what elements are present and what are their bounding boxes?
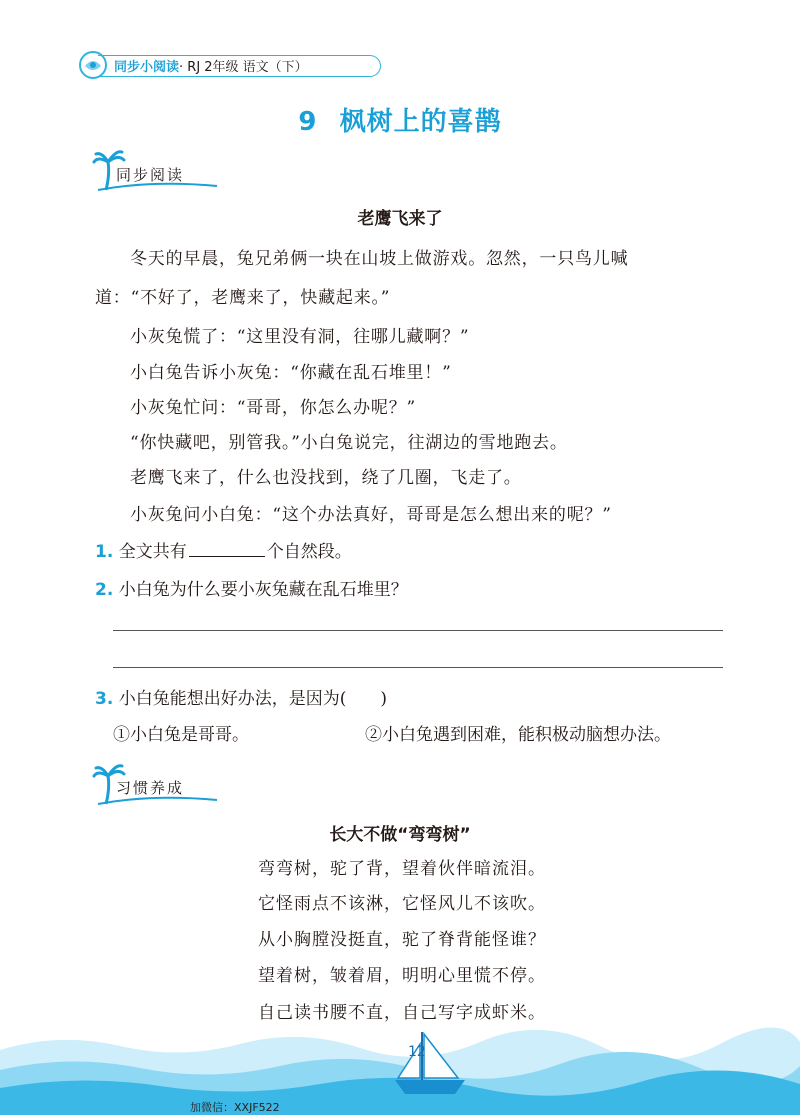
question-1 [95, 537, 352, 562]
poem-line-4: 望着树，皱着眉，明明心里慌不停。 [258, 966, 546, 986]
question-3-option-1[interactable]: ①小白兔是哥哥。 [113, 725, 249, 745]
question-3-option-2[interactable]: ②小白兔遇到困难，能积极动脑想办法。 [365, 725, 671, 745]
header-text [114, 56, 308, 75]
poem-title: 长大不做“弯弯树” [329, 825, 471, 845]
story-line-7: 老鹰飞来了，什么也没找到，绕了几圈，飞走了。 [130, 468, 522, 488]
edition-info: · RJ 2年级 语文（下） [179, 60, 308, 75]
answer-line-1[interactable] [113, 630, 723, 631]
question-1-text-before: 全文共有 [118, 542, 187, 562]
story-line-1: 冬天的早晨，兔兄弟俩一块在山坡上做游戏。忽然，一只鸟儿喊 [130, 249, 629, 269]
story-line-2: 道：“不好了，老鹰来了，快藏起来。” [95, 288, 391, 308]
series-name: 同步小阅读 [114, 60, 180, 75]
section-badge-habit [92, 764, 242, 808]
section-title-habit: 习惯养成 [116, 779, 185, 797]
footer-waves [0, 1020, 800, 1115]
poem-line-5: 自己读书腰不直，自己写字成虾米。 [258, 1003, 546, 1023]
page-number: 12 [408, 1044, 426, 1060]
question-2-text: 小白兔为什么要小灰兔藏在乱石堆里？ [118, 580, 408, 600]
poem-line-2: 它怪雨点不该淋，它怪风儿不该吹。 [258, 894, 546, 914]
story-line-6: “你快藏吧，别管我。”小白兔说完，往湖边的雪地跑去。 [130, 433, 568, 453]
poem-line-1: 弯弯树，驼了背，望着伙伴暗流泪。 [258, 859, 546, 879]
story-line-4: 小白兔告诉小灰兔：“你藏在乱石堆里！” [130, 363, 452, 383]
wechat-watermark: 加微信：XXJF522 [190, 1101, 280, 1114]
question-2 [95, 575, 408, 600]
question-2-number: 2. [95, 580, 114, 600]
story-line-8: 小灰兔问小白兔：“这个办法真好，哥哥是怎么想出来的呢？” [130, 505, 612, 525]
section-badge-reading [92, 150, 242, 194]
question-1-blank[interactable] [189, 542, 265, 557]
lesson-name: 枫树上的喜鹊 [339, 107, 502, 137]
question-3 [95, 684, 387, 709]
question-1-number: 1. [95, 542, 114, 562]
lesson-number: 9 [298, 107, 318, 137]
question-1-text-after: 个自然段。 [266, 542, 352, 562]
story-line-5: 小灰兔忙问：“哥哥，你怎么办呢？” [130, 398, 416, 418]
question-3-number: 3. [95, 689, 114, 709]
answer-line-2[interactable] [113, 667, 723, 668]
question-3-text: 小白兔能想出好办法，是因为( ) [118, 689, 387, 709]
lesson-title [0, 101, 800, 138]
section-title-reading: 同步阅读 [116, 166, 185, 184]
story-title: 老鹰飞来了 [357, 209, 443, 229]
poem-line-3: 从小胸膛没挺直，驼了脊背能怪谁？ [258, 930, 546, 950]
story-line-3: 小灰兔慌了：“这里没有洞，往哪儿藏啊？” [130, 327, 470, 347]
